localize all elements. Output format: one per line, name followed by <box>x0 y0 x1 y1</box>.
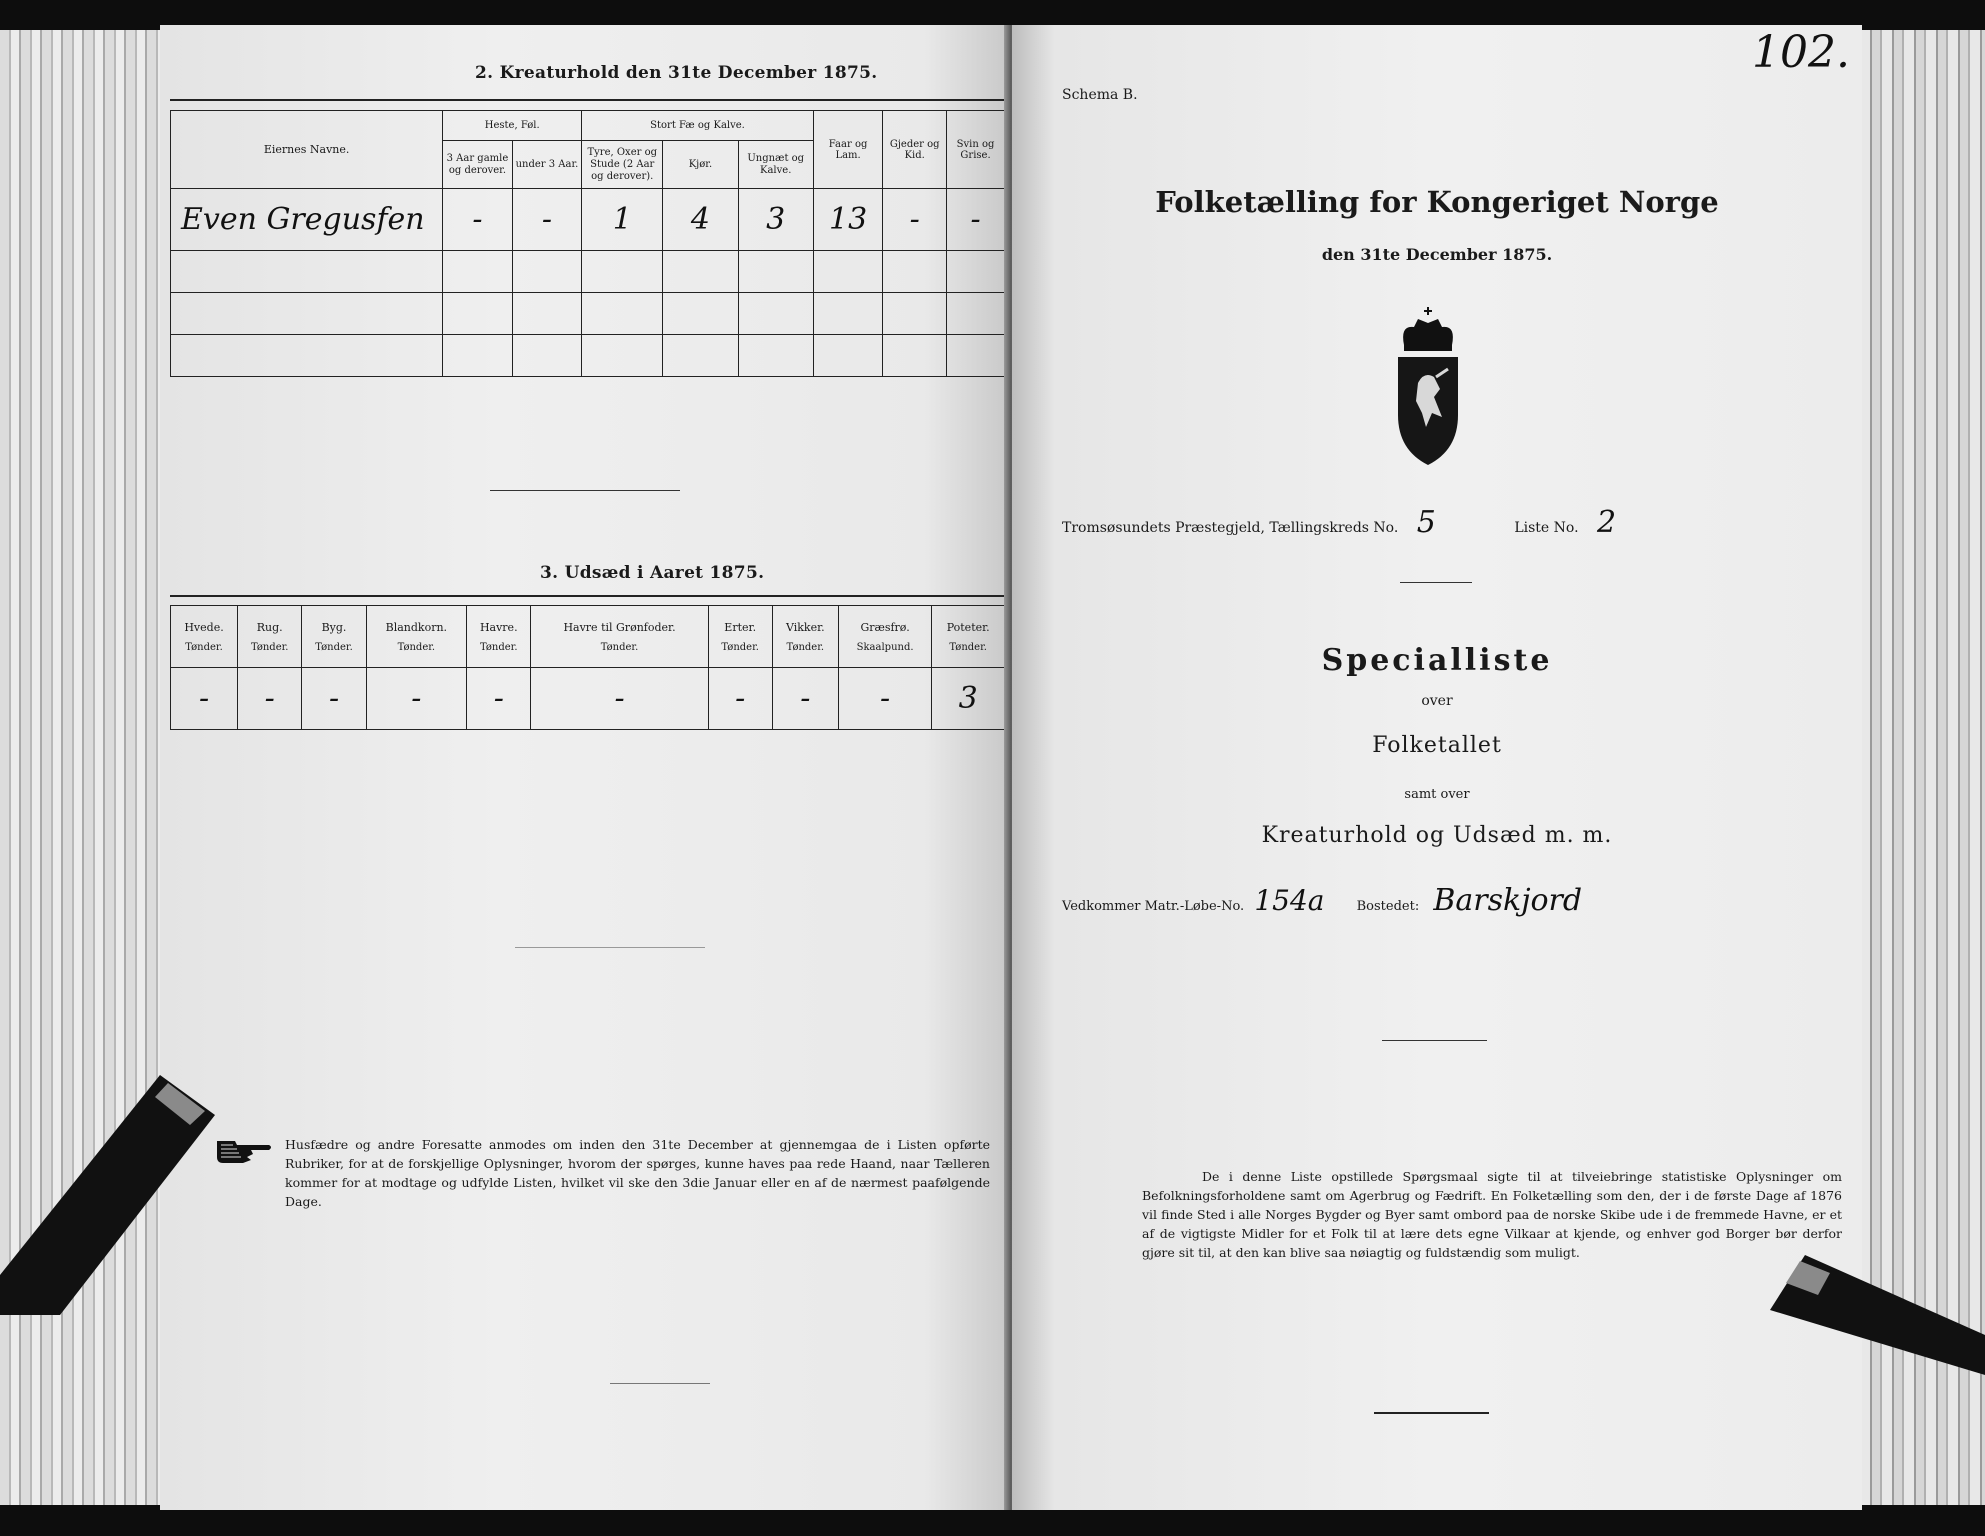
owner-header: Eiernes Navne. <box>171 111 443 189</box>
seed-table <box>170 605 1005 730</box>
seed-unit: Skaalpund. <box>856 641 914 653</box>
seed-col-header <box>467 606 531 668</box>
seed-crop-name: Byg. <box>321 620 347 634</box>
divider <box>515 947 705 948</box>
col-header: Kjør. <box>663 141 738 189</box>
liste-number: 2 <box>1596 505 1617 540</box>
seed-value: - <box>366 668 466 730</box>
folketallet-heading: Folketallet <box>1372 733 1502 758</box>
samt-over-text: samt over <box>1404 787 1470 802</box>
seed-unit: Tønder. <box>600 641 639 653</box>
seed-value: - <box>238 668 302 730</box>
seed-unit: Tønder. <box>721 641 759 653</box>
group-header-faar: Faar og Lam. <box>813 111 883 189</box>
district-row <box>1062 505 1616 540</box>
seed-value: 3 <box>932 668 1005 730</box>
group-header-gjeder: Gjeder og Kid. <box>883 111 947 189</box>
seed-crop-name: Havre. <box>479 620 518 634</box>
seed-value: - <box>838 668 932 730</box>
seed-crop-name: Havre til Grønfoder. <box>563 620 676 634</box>
liste-label: Liste No. <box>1514 520 1579 536</box>
page-number: 102. <box>1752 27 1850 78</box>
seed-col-header <box>838 606 932 668</box>
divider <box>1382 1040 1487 1041</box>
over-text: over <box>1421 693 1453 709</box>
section3-title: 3. Udsæd i Aaret 1875. <box>540 563 765 583</box>
seed-value: - <box>708 668 772 730</box>
seed-col-header <box>366 606 466 668</box>
seed-crop-name: Erter. <box>724 620 757 634</box>
seed-col-header <box>302 606 366 668</box>
specialliste-heading: Specialliste <box>1321 643 1553 678</box>
pointing-hand-icon <box>215 1135 273 1165</box>
matr-row <box>1062 883 1582 918</box>
seed-unit: Tønder. <box>397 641 436 653</box>
document-date: den 31te December 1875. <box>1321 245 1553 264</box>
seed-value: - <box>531 668 708 730</box>
matr-label: Vedkommer Matr.-Løbe-No. <box>1062 899 1245 914</box>
livestock-table <box>170 110 1005 377</box>
seed-crop-name: Blandkorn. <box>385 620 448 634</box>
table-cell: 13 <box>813 189 883 251</box>
bosted-value: Barskjord <box>1433 883 1583 918</box>
seed-crop-name: Vikker. <box>785 620 825 634</box>
pen-left <box>0 1075 215 1315</box>
group-header-stort-fae: Stort Fæ og Kalve. <box>582 111 814 141</box>
seed-unit: Tønder. <box>185 641 223 653</box>
seed-unit: Tønder. <box>949 641 987 653</box>
seed-unit: Tønder. <box>786 641 825 653</box>
seed-col-header <box>772 606 838 668</box>
seed-crop-name: Rug. <box>256 620 283 634</box>
kreaturhold-heading: Kreaturhold og Udsæd m. m. <box>1261 823 1613 848</box>
seed-unit: Tønder. <box>479 641 518 653</box>
district-label: Tromsøsundets Præstegjeld, Tællingskreds No. <box>1062 520 1399 536</box>
seed-value: - <box>302 668 366 730</box>
table-cell: 4 <box>663 189 738 251</box>
col-header: 3 Aar gamle og derover. <box>443 141 513 189</box>
divider <box>1374 1412 1489 1414</box>
divider <box>1400 582 1472 583</box>
notice-text: Husfædre og andre Foresatte anmodes om inden den 31te December at gjennemgaa de i Listen opførte Rubriker, for at de forskjellige Oplysninger, hvorom der spørges, kunne haves paa rede Haand, naar Tælleren kommer for at modtage og udfylde Listen, hvilket vil ske den 3die Januar eller en af de nærmest paafølgende Dage. <box>285 1137 990 1209</box>
divider <box>170 595 1005 597</box>
seed-crop-name: Græsfrø. <box>860 620 910 634</box>
divider <box>490 490 680 491</box>
left-page <box>160 25 1010 1510</box>
table-cell: 1 <box>582 189 663 251</box>
table-cell: - <box>947 189 1005 251</box>
divider <box>610 1383 710 1384</box>
seed-crop-name: Poteter. <box>946 620 990 634</box>
col-header: Tyre, Oxer og Stude (2 Aar og derover). <box>582 141 663 189</box>
owner-name: Even Gregusfen <box>171 189 443 251</box>
table-cell: 3 <box>738 189 813 251</box>
district-number: 5 <box>1416 505 1436 540</box>
table-cell: - <box>443 189 513 251</box>
right-page <box>1012 25 1862 1510</box>
schema-label: Schema B. <box>1062 87 1138 103</box>
seed-value: - <box>467 668 531 730</box>
section2-title: 2. Kreaturhold den 31te December 1875. <box>475 63 878 83</box>
group-header-svin: Svin og Grise. <box>947 111 1005 189</box>
pen-right <box>1770 1255 1985 1375</box>
seed-col-header <box>708 606 772 668</box>
bosted-label: Bostedet: <box>1356 899 1420 914</box>
seed-unit: Tønder. <box>315 641 353 653</box>
coat-of-arms-icon <box>1390 305 1466 470</box>
seed-value: - <box>772 668 838 730</box>
table-cell: - <box>512 189 582 251</box>
document-title: Folketælling for Kongeriget Norge <box>1155 185 1719 219</box>
seed-col-header <box>531 606 708 668</box>
col-header: Ungnæt og Kalve. <box>738 141 813 189</box>
seed-crop-name: Hvede. <box>184 620 224 634</box>
table-cell: - <box>883 189 947 251</box>
seed-value: - <box>171 668 238 730</box>
seed-col-header <box>932 606 1005 668</box>
divider <box>170 99 1005 101</box>
seed-col-header <box>171 606 238 668</box>
seed-unit: Tønder. <box>250 641 289 653</box>
matr-number: 154a <box>1254 884 1325 917</box>
group-header-heste: Heste, Føl. <box>443 111 582 141</box>
col-header: under 3 Aar. <box>512 141 582 189</box>
intro-paragraph: De i denne Liste opstillede Spørgsmaal sigte til at tilveiebringe statistiske Oplysninger om Befolkningsforholdene samt om Agerbrug og Fædrift. En Folketælling som den, der i de første Dage af 1876 vil finde Sted i alle Norges Bygder og Byer samt ombord paa de norske Skibe ude i de fremmede Havne, er et af de vigtigste Midler for et Folk til at lære dets egne Vilkaar at kjende, og enhver god Borger bør derfor gjøre sit til, at den kan blive saa nøiagtig og fuldstændig som muligt. <box>1142 1169 1842 1260</box>
seed-col-header <box>238 606 302 668</box>
